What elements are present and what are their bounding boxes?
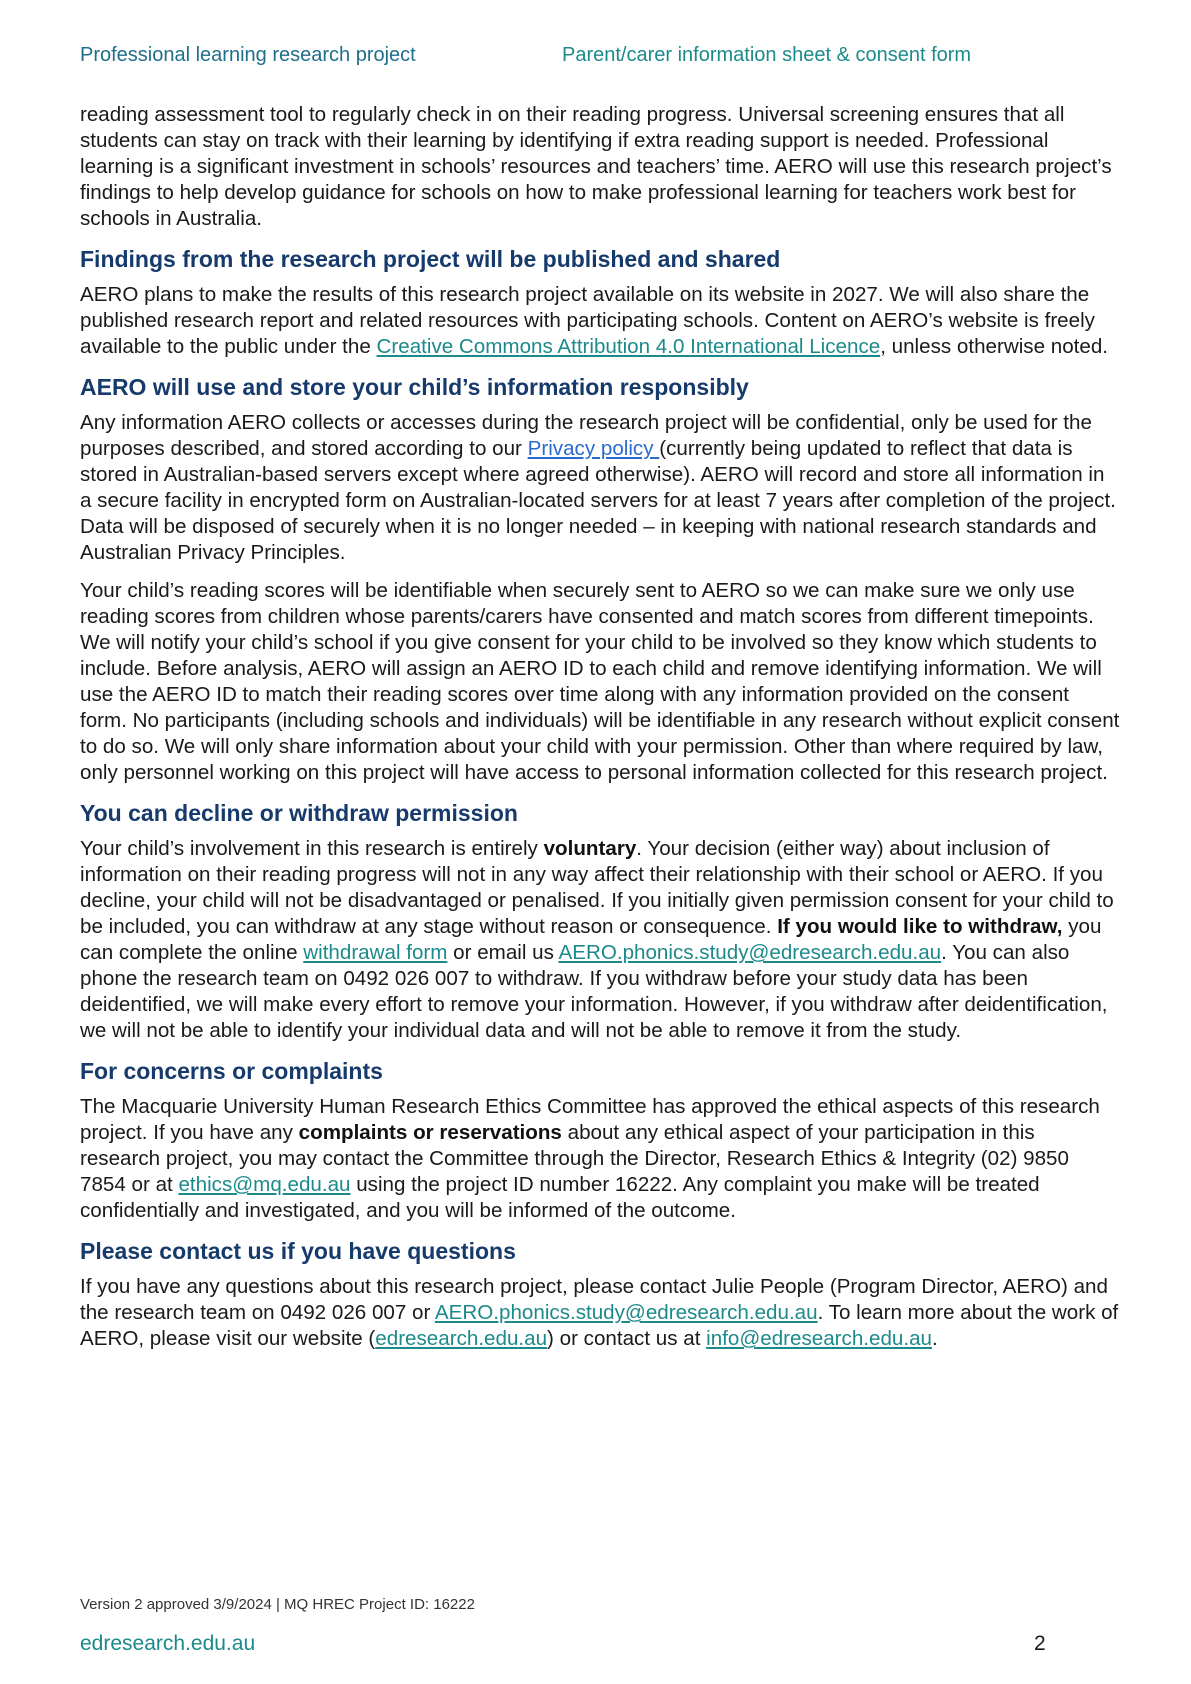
- withdraw-paragraph: [80, 836, 1120, 1044]
- concerns-text-2: about any ethical aspect of your participation in this research project, you may contact the Committee through the Director, Research Ethics & Integrity (02) 9850 7854 or at: [80, 1121, 1069, 1196]
- voluntary-emphasis: voluntary: [543, 837, 637, 860]
- findings-heading: Findings from the research project will be published and shared: [80, 246, 781, 272]
- page-header: [80, 44, 1111, 74]
- privacy-text-after: (currently being updated to reflect that data is stored in Australian-based servers except where agreed otherwise). AERO will record and store all information in a secure facility in encrypted form on Australian-located servers for at least 7 years after completion of the project. Data will be disposed of securely when it is no longer needed – in keeping with national research standards and Australian Privacy Principles.: [80, 437, 1116, 564]
- withdraw-text-4: or email us: [447, 941, 559, 964]
- privacy-paragraph-2: Your child’s reading scores will be identifiable when securely sent to AERO so we can make sure we only use reading scores from children whose parents/carers have consented and match scores from different timepoints. We will notify your child’s school if you give consent for your child to be involved so they know which students to include. Before analysis, AERO will assign an AERO ID to each child and remove identifying information. We will use the AERO ID to match their reading scores over time along with any information provided on the consent form. No participants (including schools and individuals) will be identifiable in any research without explicit consent to do so. We will only share information about your child with your permission. Other than where required by law, only personnel working on this project will have access to personal information collected for this research project.: [80, 579, 1120, 784]
- header-project-title: Professional learning research project: [80, 44, 416, 66]
- document-body: [80, 102, 1120, 1364]
- study-email-link[interactable]: AERO.phonics.study@edresearch.edu.au: [558, 941, 942, 964]
- header-document-title: Parent/carer information sheet & consent form: [562, 44, 972, 66]
- withdraw-text-5: . You can also phone the research team on 0492 026 007 to withdraw. If you withdraw before your study data has been deidentified, we will make every effort to remove your information. However, if you withdraw after deidentification, we will not be able to identify your individual data and will not be able to remove it from the study.: [80, 941, 1108, 1042]
- ethics-email-link[interactable]: ethics@mq.edu.au: [178, 1173, 351, 1196]
- website-link[interactable]: edresearch.edu.au: [375, 1327, 548, 1350]
- privacy-policy-link[interactable]: Privacy policy: [527, 437, 660, 460]
- privacy-heading: AERO will use and store your child’s information responsibly: [80, 374, 749, 400]
- withdrawal-form-link[interactable]: withdrawal form: [303, 941, 448, 964]
- info-email-link[interactable]: info@edresearch.edu.au: [706, 1327, 933, 1350]
- footer-website: edresearch.edu.au: [80, 1632, 256, 1655]
- contact-paragraph: [80, 1274, 1120, 1352]
- findings-text-after: , unless otherwise noted.: [880, 335, 1109, 358]
- contact-text-4: .: [932, 1327, 938, 1350]
- withdraw-emphasis: If you would like to withdraw,: [777, 915, 1063, 938]
- version-note: Version 2 approved 3/9/2024 | MQ HREC Project ID: 16222: [80, 1596, 475, 1613]
- concerns-heading: For concerns or complaints: [80, 1058, 383, 1084]
- page-number: 2: [1034, 1632, 1046, 1655]
- contact-text-1: If you have any questions about this research project, please contact Julie People (Program Director, AERO) and the research team on 0492 026 007 or: [80, 1275, 1108, 1324]
- withdraw-text-1: Your child’s involvement in this research is entirely: [80, 837, 544, 860]
- concerns-paragraph: [80, 1094, 1120, 1224]
- withdraw-text-3: you can complete the online: [80, 915, 1102, 964]
- concerns-text-3: using the project ID number 16222. Any complaint you make will be treated confidentially and investigated, and you will be informed of the outcome.: [80, 1173, 1040, 1222]
- contact-text-3: ) or contact us at: [547, 1327, 707, 1350]
- withdraw-heading: You can decline or withdraw permission: [80, 800, 518, 826]
- complaints-emphasis: complaints or reservations: [298, 1121, 562, 1144]
- findings-paragraph: [80, 282, 1120, 360]
- contact-heading: Please contact us if you have questions: [80, 1238, 516, 1264]
- creative-commons-link[interactable]: Creative Commons Attribution 4.0 International Licence: [376, 335, 881, 358]
- contact-study-email-link[interactable]: AERO.phonics.study@edresearch.edu.au: [434, 1301, 818, 1324]
- privacy-paragraph-1: [80, 410, 1120, 566]
- contact-text-2: . To learn more about the work of AERO, please visit our website (: [80, 1301, 1119, 1350]
- privacy-text-before: Any information AERO collects or accesses during the research project will be confidential, only be used for the purposes described, and stored according to our: [80, 411, 1092, 460]
- findings-text-before: AERO plans to make the results of this research project available on its website in 2027. We will also share the published research report and related resources with participating schools. Content on AERO’s website is freely available to the public under the: [80, 283, 1095, 358]
- intro-paragraph: reading assessment tool to regularly check in on their reading progress. Universal screening ensures that all students can stay on track with their learning by identifying if extra reading support is needed. Professional learning is a significant investment in schools’ resources and teachers’ time. AERO will use this research project’s findings to help develop guidance for schools on how to make professional learning for teachers work best for schools in Australia.: [80, 103, 1112, 230]
- withdraw-text-2: . Your decision (either way) about inclusion of information on their reading progress will not in any way affect their relationship with their school or AERO. If you decline, your child will not be disadvantaged or penalised. If you initially given permission consent for your child to be included, you can withdraw at any stage without reason or consequence.: [80, 837, 1114, 938]
- concerns-text-1: The Macquarie University Human Research Ethics Committee has approved the ethical aspects of this research project. If you have any: [80, 1095, 1100, 1144]
